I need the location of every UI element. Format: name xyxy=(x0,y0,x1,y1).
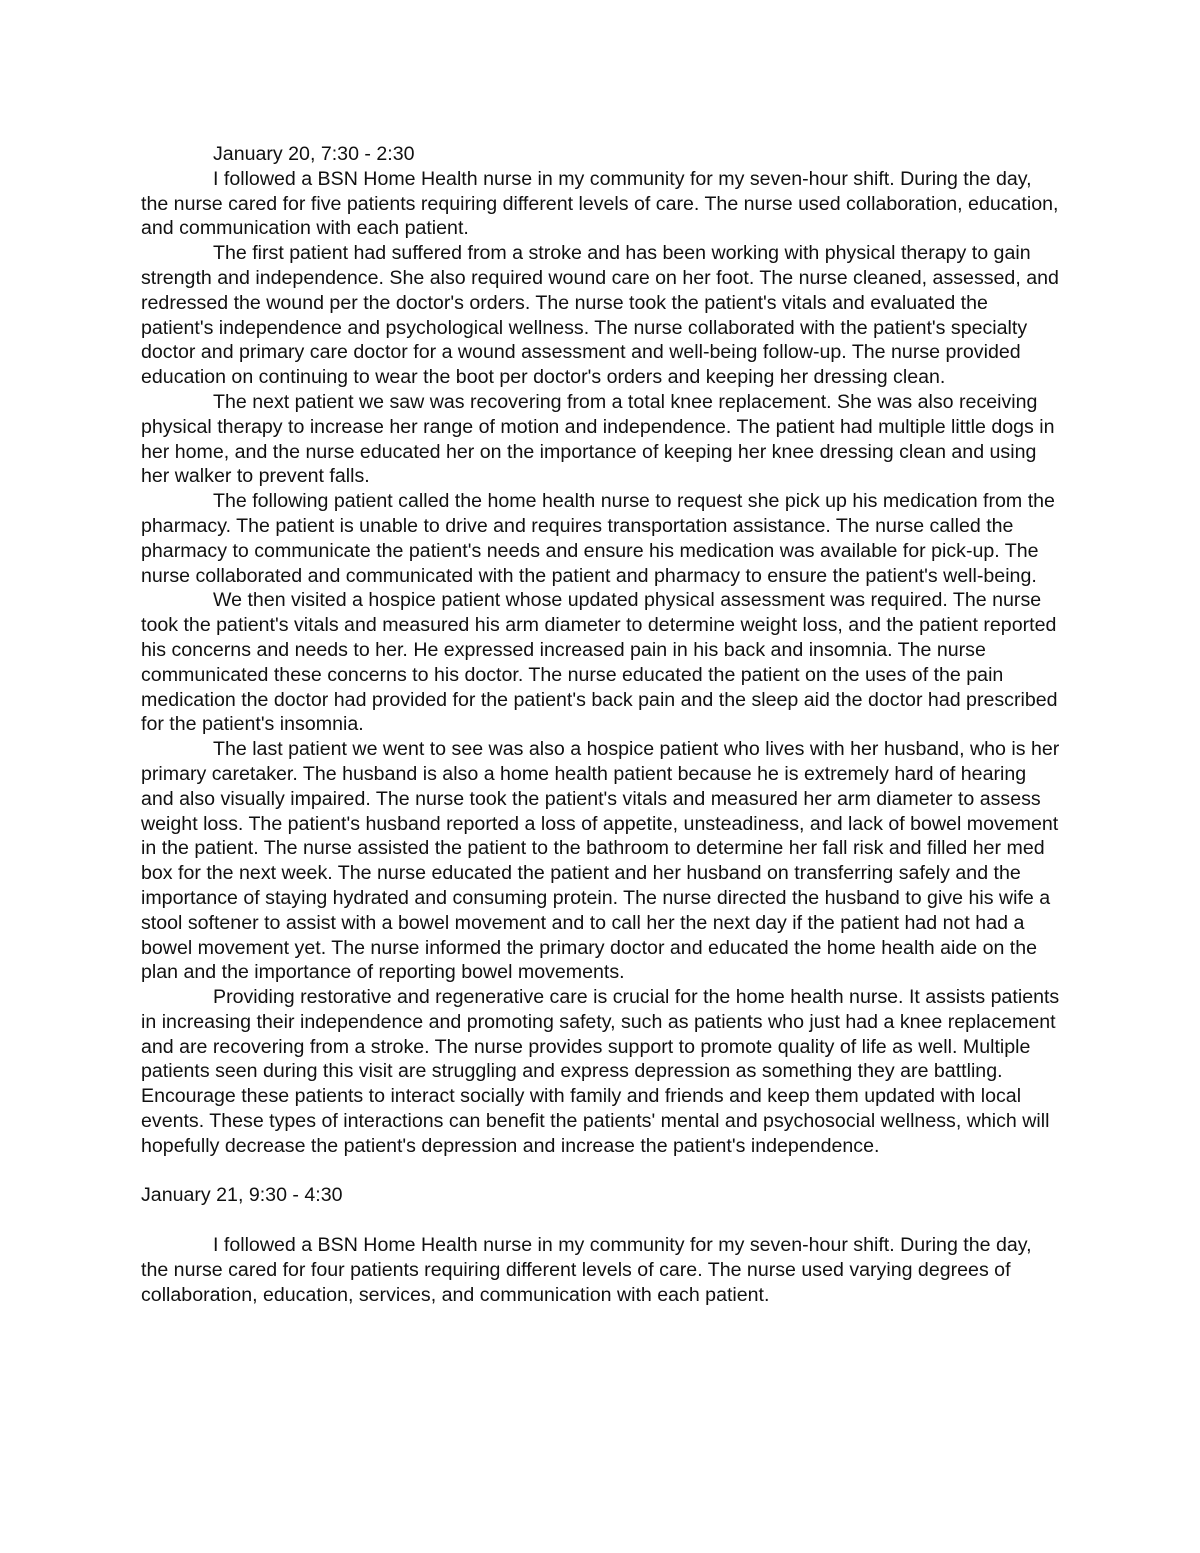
entry-2-paragraph-1: I followed a BSN Home Health nurse in my community for my seven-hour shift. During the day, the nurse cared for four patients requiring different levels of care. The nurse used varying degrees of collaboration, education, services, and communication with each patient. xyxy=(141,1234,1032,1306)
entry-1-paragraph-7: Providing restorative and regenerative care is crucial for the home health nurse. It assists patients in increasing their independence and promoting safety, such as patients who just had a knee replacement and are recovering from a stroke. The nurse provides support to promote quality of life as well. Multiple patients seen during this visit are struggling and express depression as something they are battling. Encourage these patients to interact socially with family and friends and keep them updated with local events. These types of interactions can benefit the patients' mental and psychosocial wellness, which will hopefully decrease the patient's depression and increase the patient's independence. xyxy=(141,986,1060,1157)
blank-line xyxy=(141,1159,1061,1184)
entry-1-paragraph-6: The last patient we went to see was also a hospice patient who lives with her husband, who is her primary caretaker. The husband is also a home health patient because he is extremely hard of hearing and also visually impaired. The nurse took the patient's vitals and measured her arm diameter to assess weight loss. The patient's husband reported a loss of appetite, unsteadiness, and lack of bowel movement in the patient. The nurse assisted the patient to the bathroom to determine her fall risk and filled her med box for the next week. The nurse educated the patient and her husband on transferring safely and the importance of staying hydrated and consuming protein. The nurse directed the husband to give his wife a stool softener to assist with a bowel movement and to call her the next day if the patient had not had a bowel movement yet. The nurse informed the primary doctor and educated the home health aide on the plan and the importance of reporting bowel movements. xyxy=(141,738,1060,984)
document-page xyxy=(141,142,1061,1307)
entry-1-heading: January 20, 7:30 - 2:30 xyxy=(213,143,415,165)
entry-1-paragraph-4: The following patient called the home health nurse to request she pick up his medication from the pharmacy. The patient is unable to drive and requires transportation assistance. The nurse called the pharmacy to communicate the patient's needs and ensure his medication was available for pick-up. The nurse collaborated and communicated with the patient and pharmacy to ensure the patient's well-being. xyxy=(141,490,1055,587)
entry-1-paragraph-2: The first patient had suffered from a stroke and has been working with physical therapy to gain strength and independence. She also required wound care on her foot. The nurse cleaned, assessed, and redressed the wound per the doctor's orders. The nurse took the patient's vitals and evaluated the patient's independence and psychological wellness. The nurse collaborated with the patient's specialty doctor and primary care doctor for a wound assessment and well-being follow-up. The nurse provided education on continuing to wear the boot per doctor's orders and keeping her dressing clean. xyxy=(141,242,1059,389)
entry-1-paragraph-5: We then visited a hospice patient whose updated physical assessment was required. The nurse took the patient's vitals and measured his arm diameter to determine weight loss, and the patient reported his concerns and needs to her. He expressed increased pain in his back and insomnia. The nurse communicated these concerns to his doctor. The nurse educated the patient on the uses of the pain medication the doctor had provided for the patient's back pain and the sleep aid the doctor had prescribed for the patient's insomnia. xyxy=(141,589,1058,736)
entry-1-paragraph-1: I followed a BSN Home Health nurse in my community for my seven-hour shift. During the day, the nurse cared for five patients requiring different levels of care. The nurse used collaboration, education, and communication with each patient. xyxy=(141,167,1059,240)
blank-line xyxy=(141,1208,1061,1233)
entry-1-paragraph-3: The next patient we saw was recovering from a total knee replacement. She was also receiving physical therapy to increase her range of motion and independence. The patient had multiple little dogs in her home, and the nurse educated her on the importance of keeping her knee dressing clean and using her walker to prevent falls. xyxy=(141,390,1055,488)
entry-2-heading: January 21, 9:30 - 4:30 xyxy=(141,1184,343,1207)
